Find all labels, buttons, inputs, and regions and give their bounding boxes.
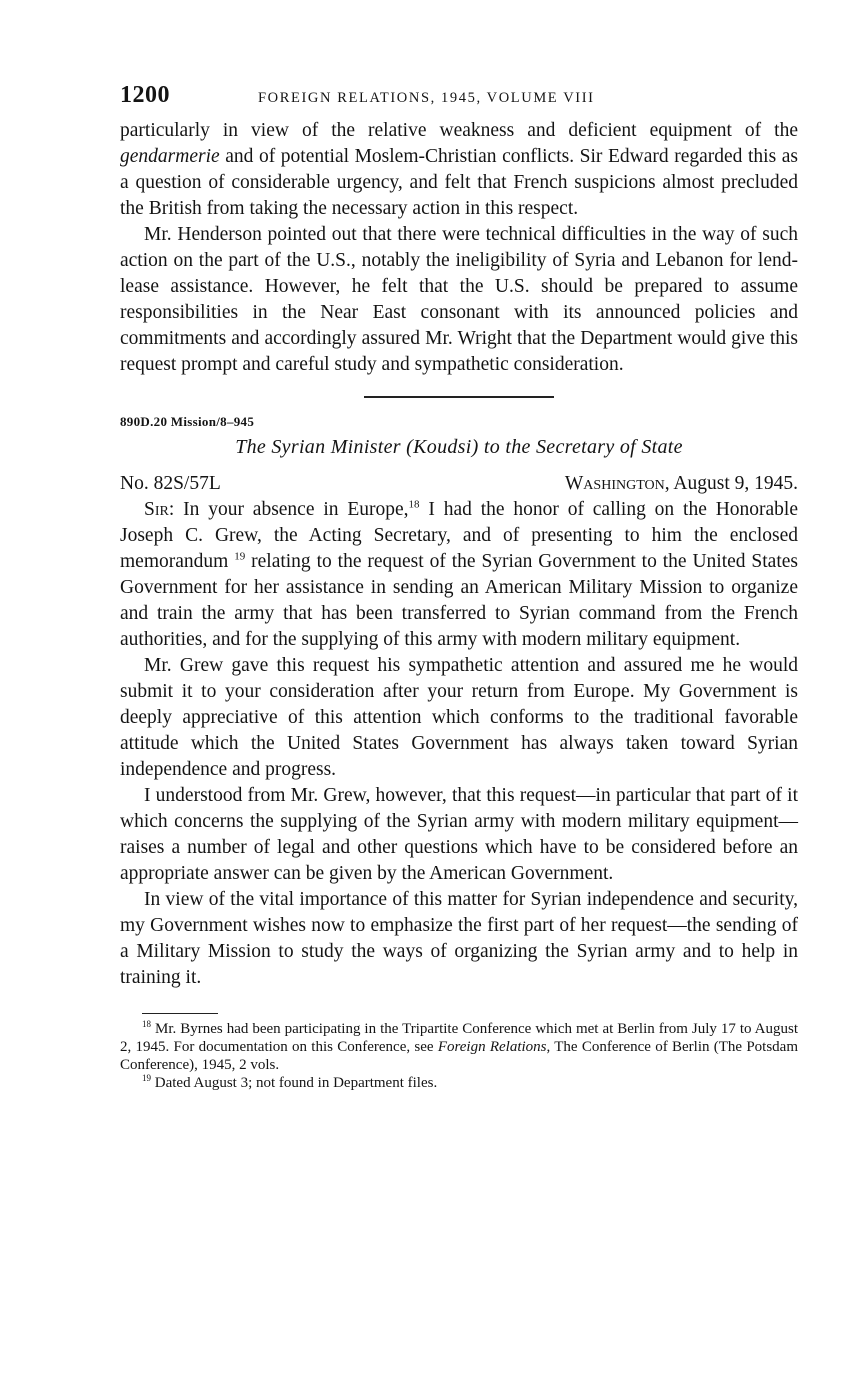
footnote-18: $^{18}$ Mr. Byrnes had been participating in the Tripartite Conference which met at Berlin from July 17 to August 2, 1945. For documentation on this Conference, see Foreign Relations, The Conference of Berlin (The Potsdam Conference), 1945, 2 vols. xyxy=(120,1019,799,1073)
footnote-divider xyxy=(142,1013,218,1014)
place-and-date: Washington, August 9, 1945. xyxy=(564,473,798,494)
running-head: FOREIGN RELATIONS, 1945, VOLUME VIII xyxy=(258,90,595,106)
footnote-ref-19: 19 xyxy=(234,550,246,563)
salutation: Sir xyxy=(144,499,169,520)
footnote-19: $^{19}$ Dated August 3; not found in Department files. xyxy=(142,1073,438,1091)
prior-paragraph-2: Mr. Henderson pointed out that there were technical difficulties in the way of such action on the part of the U.S., notably the ineligibility of Syria and Lebanon for lend-lease assistance. However, he felt that the U.S. should be prepared to assume responsibilities in the Near East consonant with its announced policies and commitments and accordingly assured Mr. Wright that the Department would give this request prompt and careful study and sympathetic consideration. xyxy=(120,224,798,375)
file-number: 890D.20 Mission/8–945 xyxy=(120,414,255,429)
document-number: No. 82S/57L xyxy=(120,473,221,494)
italic-term: gendarmerie xyxy=(120,146,220,167)
page-header xyxy=(120,82,798,118)
letter-paragraph-4: In view of the vital importance of this matter for Syrian independence and security, my Government wishes now to emphasize the first part of her request—the sending of a Military Mission to study the ways of organizing the Syrian army and to help in training it. xyxy=(120,889,798,988)
section-divider xyxy=(364,396,554,398)
letter-paragraph-2: Mr. Grew gave this request his sympathetic attention and assured me he would submit it to your consideration after your return from Europe. My Government is deeply appreciative of this attention which conforms to the traditional favorable attitude which the United States Government has always taken toward Syrian independence and progress. xyxy=(120,655,798,780)
document-title: The Syrian Minister (Koudsi) to the Secretary of State xyxy=(235,436,683,458)
document-page xyxy=(120,82,798,1092)
footnote-ref-18: 18 xyxy=(408,498,420,511)
page-number: 1200 xyxy=(120,82,170,108)
dateline xyxy=(120,471,798,497)
letter-paragraph-3: I understood from Mr. Grew, however, that this request—in particular that part of it which concerns the supplying of the Syrian army with modern military equipment—raises a number of legal and other questions which have to be considered before an appropriate answer can be given by the American Government. xyxy=(120,785,798,884)
prior-paragraph-1: particularly in view of the relative weakness and deficient equipment of the gendarmerie and of potential Moslem-Christian conflicts. Sir Edward regarded this as a question of considerable urgency, and felt that French suspicions almost precluded the British from taking the necessary action in this respect. xyxy=(120,120,798,219)
letter-paragraph-1: Sir: In your absence in Europe,$^{18}$ I had the honor of calling on the Honorable Joseph C. Grew, the Acting Secretary, and of presenting to him the enclosed memorandum $^{19}$ relating to the request of the Syrian Government to the United States Government for her assistance in sending an American Military Mission to organize and train the army that has been transferred to Syrian command from the French authorities, and for the supplying of this army with modern military equipment. xyxy=(120,498,798,650)
